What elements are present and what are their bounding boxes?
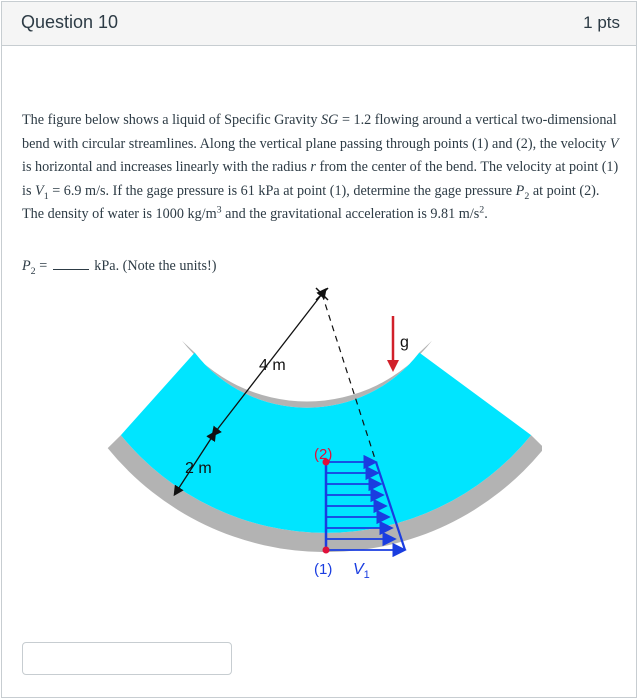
sg-symbol: SG (321, 112, 339, 128)
question-text-part: The figure below shows a liquid of Specific Gravity (22, 112, 322, 128)
answer-prompt (22, 257, 216, 275)
bend-figure (102, 284, 542, 594)
label-point-1: (1) (314, 561, 333, 578)
superscript-2: 2 (479, 204, 485, 216)
answer-symbol: P (22, 258, 31, 274)
question-points: 1 pts (583, 13, 620, 32)
label-point-2: (2) (314, 446, 333, 463)
p2-subscript: 2 (524, 190, 530, 202)
label-v1 (353, 561, 370, 581)
answer-unit-text: kPa. (Note the units!) (90, 258, 217, 274)
answer-input[interactable] (22, 642, 232, 675)
label-4m: 4 m (259, 357, 286, 374)
answer-equals: = (35, 258, 51, 274)
v1-symbol: V (35, 182, 44, 199)
v-symbol: V (609, 135, 619, 152)
r-symbol: r (310, 159, 316, 175)
question-text-part: = 6.9 m/s. If the gage pressure is 61 kPa at point (1), determine the gage pressure (48, 182, 516, 199)
question-text-part: is horizontal and increases linearly with the radius (22, 159, 311, 175)
point-1-marker (323, 547, 330, 554)
label-v-sub: 1 (363, 569, 370, 581)
question-text-part: at point (2). The density of water is 1000 kg/m (22, 182, 600, 222)
label-v: V (353, 561, 364, 578)
gravity-arrowhead-icon (387, 360, 399, 372)
superscript-3: 3 (216, 204, 222, 216)
question-text-part: and the gravitational acceleration is 9.81 m/s (221, 206, 480, 222)
question-title: Question 10 (21, 12, 119, 32)
answer-blank-line (53, 257, 89, 270)
question-text-part: . (484, 206, 488, 222)
question-text (22, 109, 624, 227)
label-g: g (400, 334, 409, 351)
answer-subscript: 2 (30, 265, 36, 277)
question-header (2, 2, 636, 46)
question-text-part: = 1.2 flowing around a vertical two-dimensional bend with circular streamlines. Along the vertical plane passing through points (1) and (2), the velocity (22, 112, 617, 152)
question-card (1, 1, 637, 698)
p2-symbol: P (515, 182, 525, 199)
v1-subscript: 1 (43, 190, 49, 202)
label-2m: 2 m (185, 460, 212, 477)
question-text-part: from the center of the bend. The velocity at point (1) is (22, 159, 619, 199)
